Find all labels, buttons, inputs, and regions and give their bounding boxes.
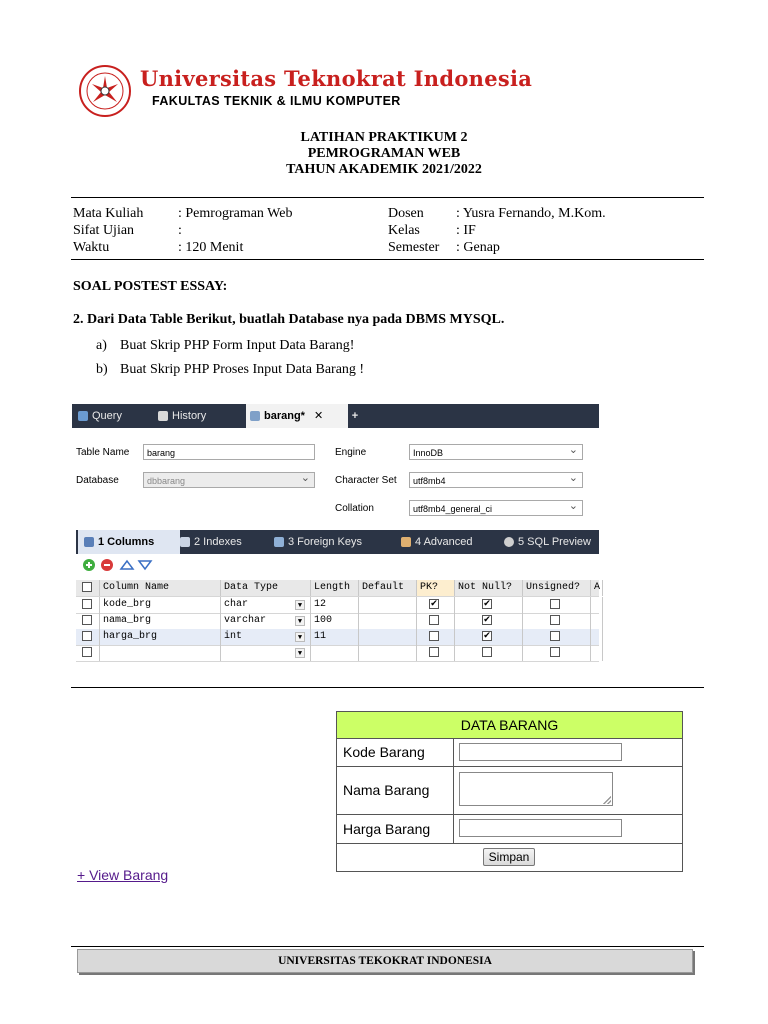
data-type-value: char bbox=[224, 599, 249, 610]
extra-cell bbox=[591, 597, 603, 613]
unsigned-checkbox[interactable] bbox=[550, 647, 560, 657]
table-properties-form bbox=[72, 428, 599, 526]
unsigned-checkbox[interactable] bbox=[550, 631, 560, 641]
info-value: : bbox=[178, 223, 182, 238]
info-value: : Yusra Fernando, M.Kom. bbox=[456, 206, 606, 221]
add-tab-button[interactable]: + bbox=[351, 410, 359, 422]
info-label: Mata Kuliah bbox=[73, 206, 144, 221]
tab-foreign-keys[interactable] bbox=[274, 530, 386, 554]
collation-select[interactable]: utf8mb4_general_ci ⌄ bbox=[409, 500, 583, 516]
info-label: Dosen bbox=[388, 206, 424, 221]
info-value: : IF bbox=[456, 223, 476, 238]
unsigned-cell bbox=[523, 613, 591, 629]
engine-label: Engine bbox=[335, 447, 367, 458]
info-value: : Genap bbox=[456, 240, 500, 255]
form-value-cell bbox=[454, 739, 682, 766]
unsigned-checkbox[interactable] bbox=[550, 599, 560, 609]
pk-checkbox[interactable] bbox=[429, 615, 439, 625]
notnull-cell bbox=[455, 645, 523, 661]
columns-icon bbox=[84, 537, 94, 547]
footer-banner: UNIVERSITAS TEKOKRAT INDONESIA bbox=[77, 949, 693, 973]
data-type-value: varchar bbox=[224, 615, 267, 626]
grid-header: Not Null? bbox=[455, 580, 523, 596]
select-all-checkbox[interactable] bbox=[82, 582, 92, 592]
tab-label: 2 Indexes bbox=[194, 536, 242, 548]
length-cell[interactable]: 12 bbox=[311, 597, 359, 613]
info-label: Sifat Ujian bbox=[73, 223, 135, 238]
university-name: Universitas Teknokrat Indonesia bbox=[140, 66, 533, 91]
data-type-cell[interactable] bbox=[221, 597, 311, 613]
row-select-checkbox[interactable] bbox=[82, 599, 92, 609]
query-icon bbox=[78, 411, 88, 421]
info-row bbox=[71, 239, 704, 256]
add-column-icon[interactable] bbox=[82, 558, 96, 572]
nama-barang-label: Nama Barang bbox=[337, 767, 454, 814]
notnull-cell bbox=[455, 613, 523, 629]
history-icon bbox=[158, 411, 168, 421]
form-value-cell bbox=[454, 767, 682, 814]
item-text: Buat Skrip PHP Form Input Data Barang! bbox=[120, 338, 355, 353]
default-cell[interactable] bbox=[359, 597, 417, 613]
workbench-table-editor bbox=[72, 404, 599, 662]
grid-header: Length bbox=[311, 580, 359, 596]
grid-header: Data Type bbox=[221, 580, 311, 596]
harga-barang-input[interactable] bbox=[459, 819, 622, 837]
nama-barang-textarea[interactable] bbox=[459, 772, 613, 806]
info-label: Semester bbox=[388, 240, 440, 255]
tab-label: History bbox=[172, 410, 207, 422]
notnull-checkbox[interactable]: ✔ bbox=[483, 615, 491, 625]
tab-history[interactable] bbox=[154, 404, 244, 428]
tab-label: Query bbox=[92, 410, 122, 422]
dropdown-arrow-icon[interactable]: ▼ bbox=[295, 648, 305, 658]
grid-header: Default bbox=[359, 580, 417, 596]
advanced-icon bbox=[401, 537, 411, 547]
select-cell bbox=[76, 613, 100, 629]
editor-tab-bar bbox=[72, 404, 599, 428]
resize-handle[interactable] bbox=[603, 796, 611, 804]
column-name-cell[interactable]: nama_brg bbox=[100, 613, 221, 629]
info-row bbox=[71, 205, 704, 222]
notnull-checkbox[interactable]: ✔ bbox=[483, 599, 491, 609]
remove-column-icon[interactable] bbox=[100, 558, 114, 572]
columns-tab-bar bbox=[76, 530, 599, 554]
charset-select[interactable]: utf8mb4 ⌄ bbox=[409, 472, 583, 488]
column-name-cell[interactable] bbox=[100, 645, 221, 661]
tab-label: barang* bbox=[264, 410, 305, 422]
tab-label: 5 SQL Preview bbox=[518, 536, 591, 548]
grid-header: A bbox=[591, 580, 603, 596]
move-up-icon[interactable] bbox=[120, 559, 134, 571]
tab-indexes[interactable] bbox=[180, 530, 264, 554]
select-cell bbox=[76, 597, 100, 613]
university-logo bbox=[78, 64, 132, 118]
tab-label: 1 Columns bbox=[98, 536, 155, 548]
tab-advanced[interactable] bbox=[401, 530, 493, 554]
unsigned-cell bbox=[523, 597, 591, 613]
row-select-checkbox[interactable] bbox=[82, 647, 92, 657]
form-row-harga bbox=[337, 815, 682, 844]
title-line-2: PEMROGRAMAN WEB bbox=[307, 146, 461, 161]
pk-cell bbox=[417, 597, 455, 613]
item-letter: b) bbox=[96, 362, 108, 377]
data-type-cell[interactable] bbox=[221, 629, 311, 645]
data-barang-form bbox=[336, 711, 683, 872]
length-cell[interactable]: 100 bbox=[311, 613, 359, 629]
footer-divider bbox=[71, 946, 704, 947]
tab-label: 3 Foreign Keys bbox=[288, 536, 362, 548]
info-row bbox=[71, 222, 704, 239]
database-select[interactable]: dbbarang ⌄ bbox=[143, 472, 315, 488]
kode-barang-input[interactable] bbox=[459, 743, 622, 761]
unsigned-cell bbox=[523, 629, 591, 645]
title-line-1: LATIHAN PRAKTIKUM 2 bbox=[300, 130, 468, 145]
length-cell[interactable] bbox=[311, 645, 359, 661]
table-icon bbox=[250, 411, 260, 421]
tab-columns[interactable] bbox=[78, 530, 180, 554]
engine-select[interactable]: InnoDB ⌄ bbox=[409, 444, 583, 460]
item-text: Buat Skrip PHP Proses Input Data Barang ! bbox=[120, 362, 365, 377]
database-label: Database bbox=[76, 475, 119, 486]
tab-barang[interactable] bbox=[246, 404, 348, 428]
table-name-label: Table Name bbox=[76, 447, 130, 458]
tab-sql-preview[interactable] bbox=[504, 530, 599, 554]
default-cell[interactable] bbox=[359, 645, 417, 661]
indexes-icon bbox=[180, 537, 190, 547]
table-row[interactable] bbox=[76, 629, 599, 646]
extra-cell bbox=[591, 645, 603, 661]
info-label: Kelas bbox=[388, 223, 420, 238]
question-2: 2. Dari Data Table Berikut, buatlah Database nya pada DBMS MYSQL. bbox=[73, 312, 505, 327]
sql-preview-icon bbox=[504, 537, 514, 547]
view-barang-link[interactable]: + View Barang bbox=[77, 867, 169, 883]
grid-header-row bbox=[76, 580, 599, 597]
extra-cell bbox=[591, 613, 603, 629]
essay-heading: SOAL POSTEST ESSAY: bbox=[73, 279, 228, 294]
close-icon[interactable]: ✕ bbox=[314, 410, 324, 422]
row-select-checkbox[interactable] bbox=[82, 615, 92, 625]
title-line-3: TAHUN AKADEMIK 2021/2022 bbox=[286, 162, 482, 177]
collation-label: Collation bbox=[335, 503, 374, 514]
notnull-checkbox[interactable] bbox=[482, 647, 492, 657]
move-down-icon[interactable] bbox=[138, 559, 152, 571]
unsigned-cell bbox=[523, 645, 591, 661]
form-row-kode bbox=[337, 739, 682, 767]
kode-barang-label: Kode Barang bbox=[337, 739, 454, 766]
default-cell[interactable] bbox=[359, 613, 417, 629]
question-2a bbox=[96, 338, 354, 354]
pk-checkbox[interactable] bbox=[429, 631, 439, 641]
harga-barang-label: Harga Barang bbox=[337, 815, 454, 843]
pk-cell bbox=[417, 629, 455, 645]
table-row[interactable] bbox=[76, 613, 599, 630]
pk-checkbox[interactable] bbox=[429, 647, 439, 657]
pk-checkbox[interactable]: ✔ bbox=[430, 599, 438, 609]
table-name-input[interactable]: barang bbox=[143, 444, 315, 460]
table-row[interactable] bbox=[76, 597, 599, 614]
select-cell bbox=[76, 645, 100, 661]
form-value-cell bbox=[454, 815, 682, 843]
dropdown-arrow-icon[interactable]: ▼ bbox=[295, 632, 305, 642]
charset-label: Character Set bbox=[335, 475, 397, 486]
form-title: DATA BARANG bbox=[337, 712, 682, 739]
document-title bbox=[0, 130, 768, 178]
default-cell[interactable] bbox=[359, 629, 417, 645]
data-type-cell[interactable] bbox=[221, 645, 311, 661]
select-cell bbox=[76, 580, 100, 596]
grid-header: Column Name bbox=[100, 580, 221, 596]
divider-line bbox=[71, 687, 704, 688]
info-value: : 120 Menit bbox=[178, 240, 244, 255]
info-value: : Pemrograman Web bbox=[178, 206, 293, 221]
data-type-value: int bbox=[224, 631, 243, 642]
table-row[interactable] bbox=[76, 645, 599, 662]
data-type-cell[interactable] bbox=[221, 613, 311, 629]
unsigned-checkbox[interactable] bbox=[550, 615, 560, 625]
dropdown-arrow-icon[interactable]: ▼ bbox=[295, 616, 305, 626]
column-name-cell[interactable]: harga_brg bbox=[100, 629, 221, 645]
info-label: Waktu bbox=[73, 240, 110, 255]
form-footer bbox=[337, 844, 682, 871]
question-2b bbox=[96, 362, 364, 378]
tab-label: 4 Advanced bbox=[415, 536, 473, 548]
extra-cell bbox=[591, 629, 603, 645]
column-toolbar bbox=[76, 554, 599, 576]
row-select-checkbox[interactable] bbox=[82, 631, 92, 641]
faculty-name: FAKULTAS TEKNIK & ILMU KOMPUTER bbox=[152, 94, 401, 108]
form-row-nama bbox=[337, 767, 682, 815]
pk-cell bbox=[417, 613, 455, 629]
notnull-cell bbox=[455, 629, 523, 645]
grid-header: Unsigned? bbox=[523, 580, 591, 596]
pk-cell bbox=[417, 645, 455, 661]
grid-header: PK? bbox=[417, 580, 455, 596]
length-cell[interactable]: 11 bbox=[311, 629, 359, 645]
foreign-keys-icon bbox=[274, 537, 284, 547]
course-info-table bbox=[71, 197, 704, 260]
notnull-cell bbox=[455, 597, 523, 613]
simpan-button[interactable]: Simpan bbox=[483, 848, 535, 866]
select-cell bbox=[76, 629, 100, 645]
notnull-checkbox[interactable]: ✔ bbox=[483, 631, 491, 641]
columns-grid bbox=[76, 576, 599, 662]
tab-query[interactable] bbox=[76, 404, 150, 428]
dropdown-arrow-icon[interactable]: ▼ bbox=[295, 600, 305, 610]
column-name-cell[interactable]: kode_brg bbox=[100, 597, 221, 613]
item-letter: a) bbox=[96, 338, 107, 353]
